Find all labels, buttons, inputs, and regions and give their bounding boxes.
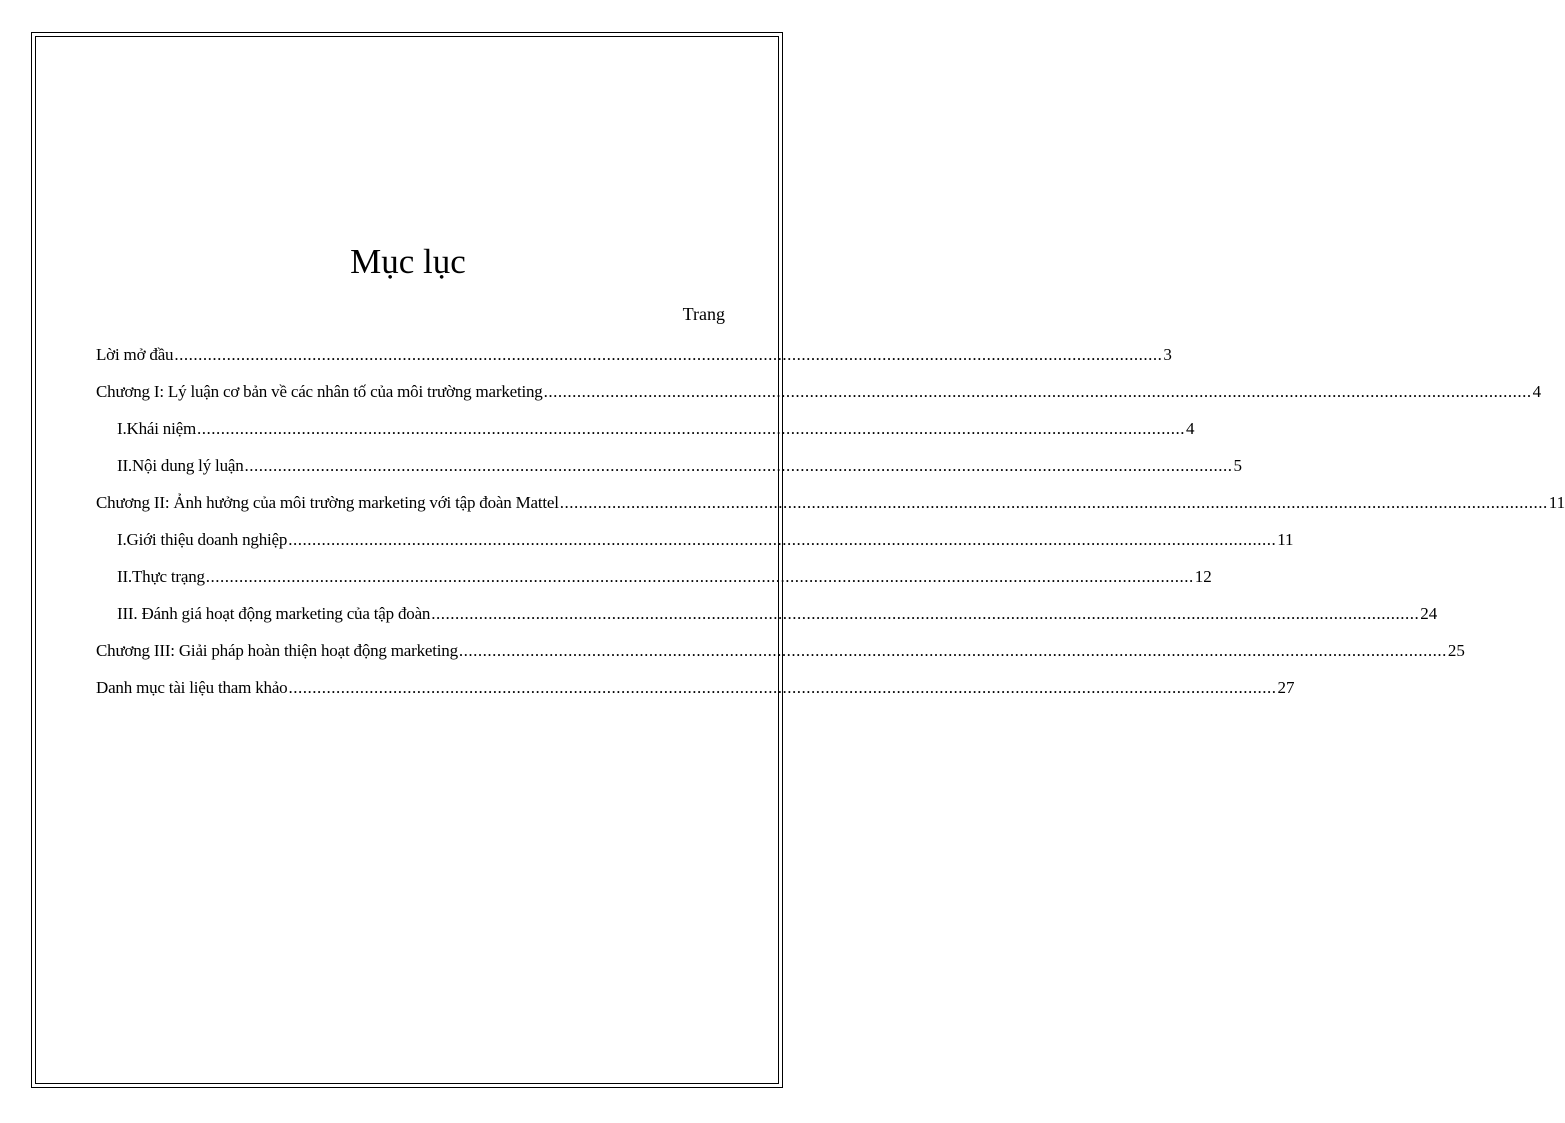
toc-entry-gioi-thieu[interactable] [117, 524, 1294, 552]
toc-dot-leader: ................................................................................................................................................................................................................ [244, 456, 1233, 475]
toc-entry-tai-lieu[interactable] [96, 672, 1295, 700]
toc-entry-page: 5 [1233, 456, 1243, 475]
page-title: Mục lục [350, 242, 466, 281]
toc-entry-chuong-1[interactable] [96, 376, 1542, 404]
toc-dot-leader: ................................................................................................................................................................................................................ [197, 419, 1185, 438]
toc-entry-page: 12 [1194, 567, 1212, 586]
toc-entry-label: III. Đánh giá hoạt động marketing của tập đoàn [117, 604, 431, 623]
toc-entry-label: I.Giới thiệu doanh nghiệp [117, 530, 288, 549]
toc-dot-leader: ................................................................................................................................................................................................................ [458, 641, 1447, 660]
toc-entry-page: 4 [1532, 382, 1542, 401]
toc-entry-danh-gia[interactable] [117, 598, 1438, 626]
toc-entry-page: 4 [1186, 419, 1195, 438]
toc-entry-khai-niem[interactable] [117, 413, 1195, 441]
toc-dot-leader: ................................................................................................................................................................................................................ [559, 493, 1548, 512]
toc-entry-label: II.Nội dung lý luận [117, 456, 244, 475]
toc-entry-page: 11 [1548, 493, 1565, 512]
toc-entry-chuong-3[interactable] [96, 635, 1465, 663]
toc-dot-leader: ................................................................................................................................................................................................................ [288, 530, 1277, 549]
toc-entry-thuc-trang[interactable] [117, 561, 1212, 589]
toc-dot-leader: ................................................................................................................................................................................................................ [543, 382, 1532, 401]
toc-entry-chuong-2[interactable] [96, 487, 1565, 515]
toc-entry-label: Chương II: Ảnh hưởng của môi trường marketing với tập đoàn Mattel [96, 493, 559, 512]
toc-entry-label: Chương I: Lý luận cơ bản về các nhân tố của môi trường marketing [96, 382, 543, 401]
toc-entry-label: I.Khái niệm [117, 419, 196, 438]
toc-dot-leader: ................................................................................................................................................................................................................ [205, 567, 1194, 586]
toc-entry-label: Danh mục tài liệu tham khảo [96, 678, 288, 697]
page-column-header: Trang [682, 304, 725, 324]
toc-entry-loi-mo-dau[interactable] [96, 339, 1172, 367]
toc-entry-label: II.Thực trạng [117, 567, 205, 586]
toc-entry-page: 3 [1163, 345, 1172, 364]
toc-entry-label: Chương III: Giải pháp hoàn thiện hoạt động marketing [96, 641, 458, 660]
toc-entry-page: 25 [1447, 641, 1465, 660]
toc-entry-page: 24 [1420, 604, 1438, 623]
toc-dot-leader: ................................................................................................................................................................................................................ [174, 345, 1163, 364]
toc-dot-leader: ................................................................................................................................................................................................................ [431, 604, 1420, 623]
toc-entry-noi-dung-ly-luan[interactable] [117, 450, 1243, 478]
toc-entry-label: Lời mở đầu [96, 345, 174, 364]
toc-entry-page: 27 [1277, 678, 1295, 697]
toc-dot-leader: ................................................................................................................................................................................................................ [288, 678, 1277, 697]
toc-entry-page: 11 [1277, 530, 1294, 549]
page-border-inner [35, 36, 779, 1084]
